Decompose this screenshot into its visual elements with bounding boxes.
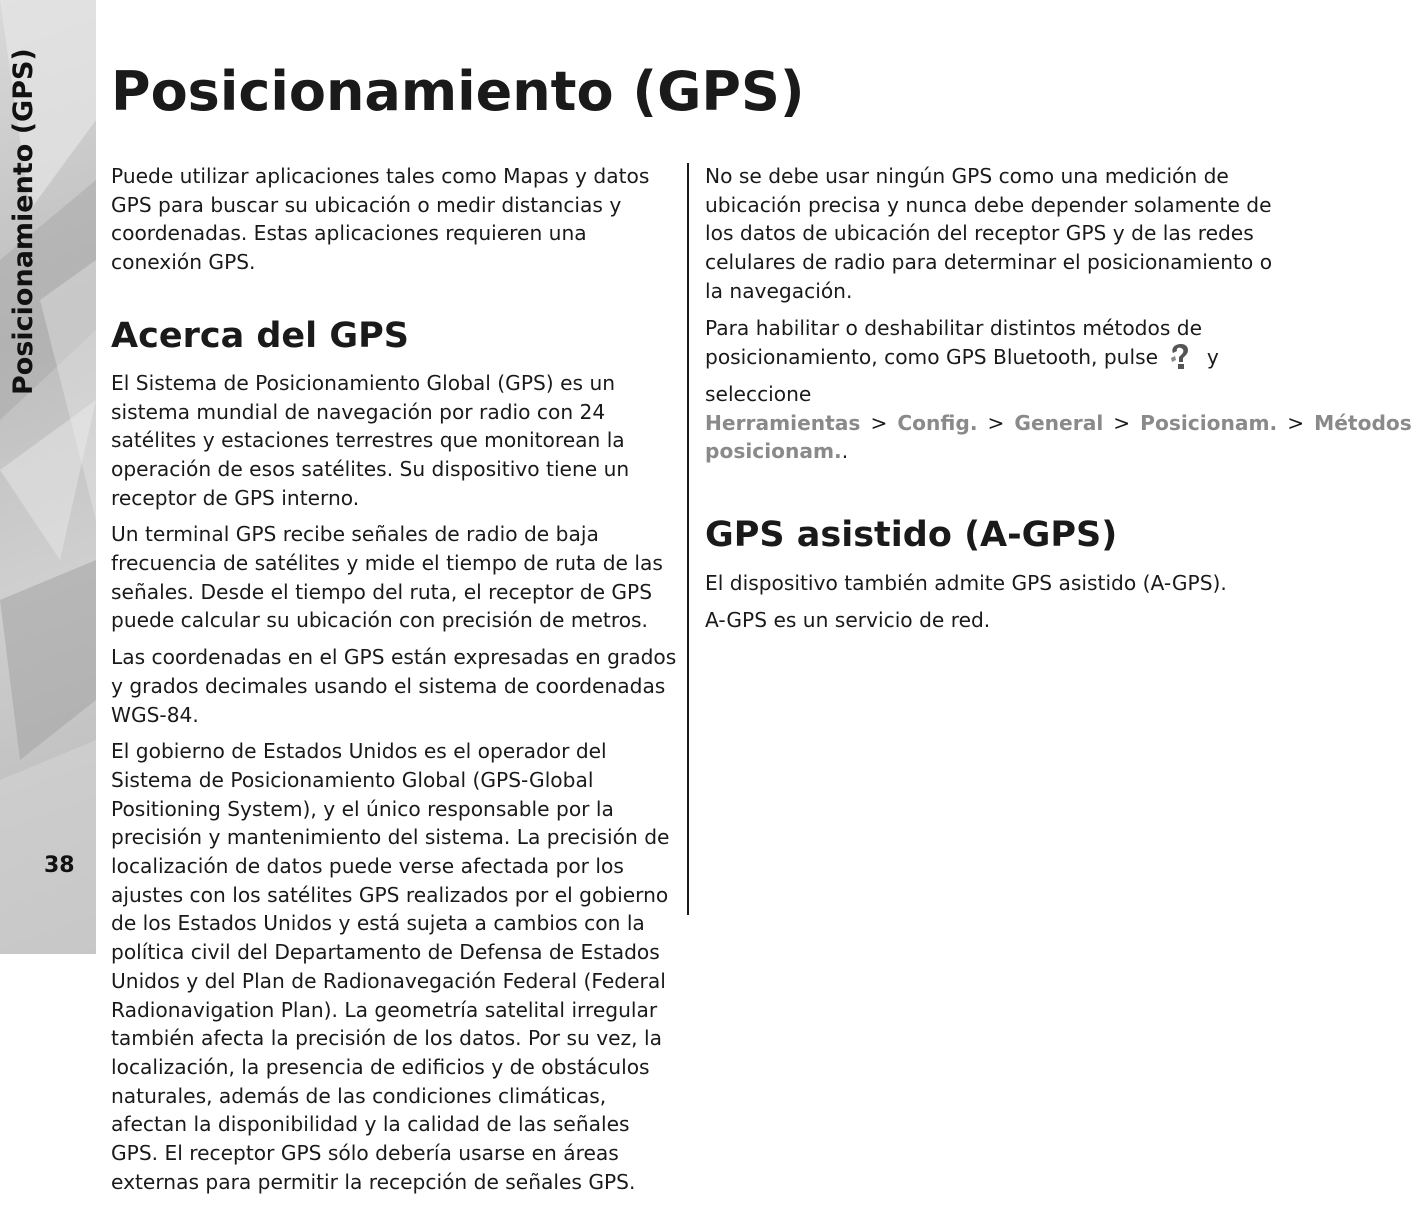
menu-path-metodos: Métodos posicionam. bbox=[705, 410, 1412, 464]
tools-menu-icon bbox=[1168, 342, 1194, 380]
menu-path-herramientas: Herramientas bbox=[705, 410, 861, 435]
path-separator: > bbox=[987, 410, 1005, 435]
instruction-text-after: y seleccione bbox=[705, 345, 1219, 406]
gps-paragraph-5: No se debe usar ningún GPS como una medición de ubicación precisa y nunca debe depender solamente de los datos de ubicación del receptor GPS y de las redes celulares de radio para determinar el posicionamiento o la navegación. bbox=[705, 164, 1273, 303]
intro-paragraph: Puede utilizar aplicaciones tales como Mapas y datos GPS para buscar su ubicación o medir distancias y coordenadas. Estas aplicaciones requieren una conexión GPS. bbox=[111, 164, 650, 275]
sidebar-band bbox=[0, 0, 96, 954]
left-column bbox=[111, 162, 677, 1205]
menu-path-posicionam: Posicionam. bbox=[1140, 410, 1278, 435]
gps-paragraph-1: El Sistema de Posicionamiento Global (GPS) es un sistema mundial de navegación por radio con 24 satélites y estaciones terrestres que monitorean la operación de esos satélites. Su dispositivo tiene un receptor de GPS interno. bbox=[111, 370, 630, 510]
instruction-text-before: Para habilitar o deshabilitar distintos métodos de posicionamiento, como GPS Bluetooth, pulse bbox=[705, 315, 1203, 370]
menu-path-general: General bbox=[1014, 410, 1104, 435]
right-column bbox=[705, 162, 1412, 642]
path-separator: > bbox=[1113, 410, 1131, 435]
agps-paragraph-2: A-GPS es un servicio de red. bbox=[705, 607, 991, 632]
page-title: Posicionamiento (GPS) bbox=[111, 60, 805, 123]
instruction-paragraph bbox=[705, 314, 1412, 467]
path-separator: > bbox=[1287, 410, 1305, 435]
menu-path-config: Config. bbox=[897, 410, 978, 435]
gps-paragraph-3: Las coordenadas en el GPS están expresadas en grados y grados decimales usando el sistema de coordenadas WGS-84. bbox=[111, 645, 677, 727]
agps-paragraph-1: El dispositivo también admite GPS asistido (A-GPS). bbox=[705, 571, 1227, 596]
path-separator: > bbox=[870, 410, 888, 435]
column-divider bbox=[687, 163, 689, 915]
gps-paragraph-2: Un terminal GPS recibe señales de radio de baja frecuencia de satélites y mide el tiempo de ruta de las señales. Desde el tiempo del ruta, el receptor de GPS puede calcular su ubicación con precisión de metros. bbox=[111, 522, 663, 633]
section-heading-agps: GPS asistido (A-GPS) bbox=[705, 515, 1118, 556]
instruction-end: . bbox=[841, 439, 849, 464]
section-heading-gps: Acerca del GPS bbox=[111, 315, 409, 356]
sidebar-chapter-label: Posicionamiento (GPS) bbox=[8, 48, 39, 395]
page-number: 38 bbox=[44, 853, 75, 878]
gps-paragraph-4: El gobierno de Estados Unidos es el operador del Sistema de Posicionamiento Global (GPS-Global Positioning System), y el único responsable por la precisión y mantenimiento del sistema. La precisión de localización de datos puede verse afectada por los ajustes con los satélites GPS realizados por el gobierno de los Estados Unidos y está sujeta a cambios con la política civil del Departamento de Defensa de Estados Unidos y del Plan de Radionavegación Federal (Federal Radionavigation Plan). La geometría satelital irregular también afecta la precisión de los datos. Por su vez, la localización, la presencia de edificios y de obstáculos naturales, además de las condiciones climáticas, afectan la disponibilidad y la calidad de las señales GPS. El receptor GPS sólo debería usarse en áreas externas para permitir la recepción de señales GPS. bbox=[111, 739, 670, 1194]
